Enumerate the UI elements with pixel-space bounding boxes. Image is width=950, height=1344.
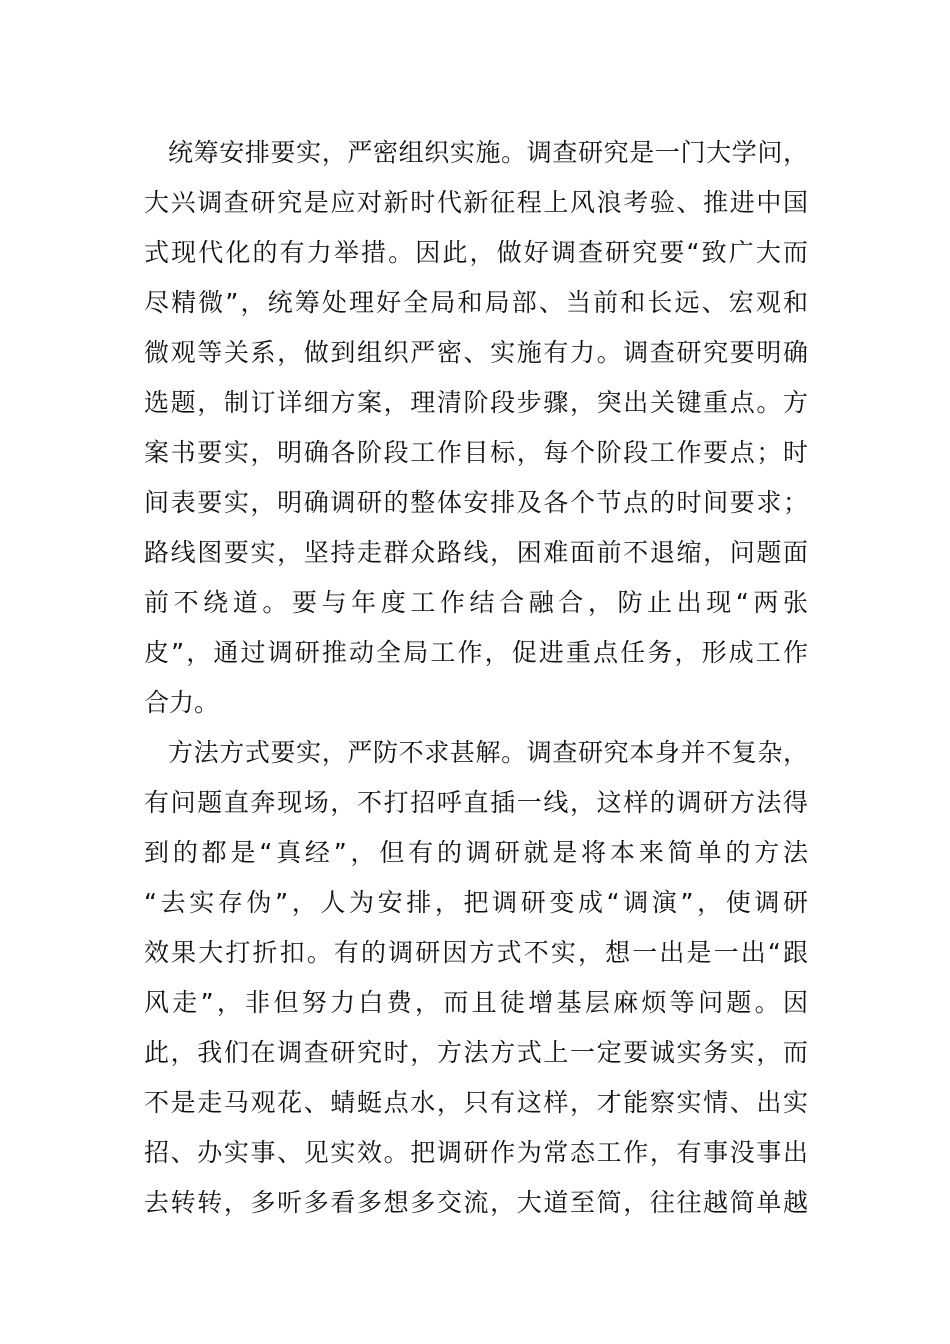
text-line: “去实存伪”，人为安排，把调研变成“调演”，使调研 (144, 888, 808, 917)
text-line: 风走”，非但努力白费，而且徒增基层麻烦等问题。因 (144, 988, 808, 1017)
text-line: 间表要实，明确调研的整体安排及各个节点的时间要求； (144, 488, 808, 517)
text-line: 有问题直奔现场，不打招呼直插一线，这样的调研方法得 (144, 788, 808, 817)
text-line: 此，我们在调查研究时，方法方式上一定要诚实务实，而 (144, 1038, 808, 1067)
text-line: 微观等关系，做到组织严密、实施有力。调查研究要明确 (144, 338, 808, 367)
text-line: 到的都是“真经”，但有的调研就是将本来简单的方法 (144, 838, 808, 867)
text-line: 统筹安排要实，严密组织实施。调查研究是一门大学问， (168, 138, 808, 167)
text-line: 前不绕道。要与年度工作结合融合，防止出现“两张 (144, 588, 808, 617)
text-line: 路线图要实，坚持走群众路线，困难面前不退缩，问题面 (144, 538, 808, 567)
text-line: 式现代化的有力举措。因此，做好调查研究要“致广大而 (144, 238, 808, 267)
text-line: 案书要实，明确各阶段工作目标，每个阶段工作要点；时 (144, 438, 808, 467)
text-line: 效果大打折扣。有的调研因方式不实，想一出是一出“跟 (144, 938, 808, 967)
text-line: 合力。 (144, 688, 220, 717)
text-line: 方法方式要实，严防不求甚解。调查研究本身并不复杂， (168, 738, 808, 767)
text-line: 选题，制订详细方案，理清阶段步骤，突出关键重点。方 (144, 388, 808, 417)
text-line: 不是走马观花、蜻蜓点水，只有这样，才能察实情、出实 (144, 1088, 808, 1117)
text-line: 去转转，多听多看多想多交流，大道至简，往往越简单越 (144, 1188, 808, 1217)
text-line: 大兴调查研究是应对新时代新征程上风浪考验、推进中国 (144, 188, 808, 217)
text-line: 招、办实事、见实效。把调研作为常态工作，有事没事出 (144, 1138, 808, 1167)
text-line: 尽精微”，统筹处理好全局和局部、当前和长远、宏观和 (144, 288, 808, 317)
text-line: 皮”，通过调研推动全局工作，促进重点任务，形成工作 (144, 638, 808, 667)
